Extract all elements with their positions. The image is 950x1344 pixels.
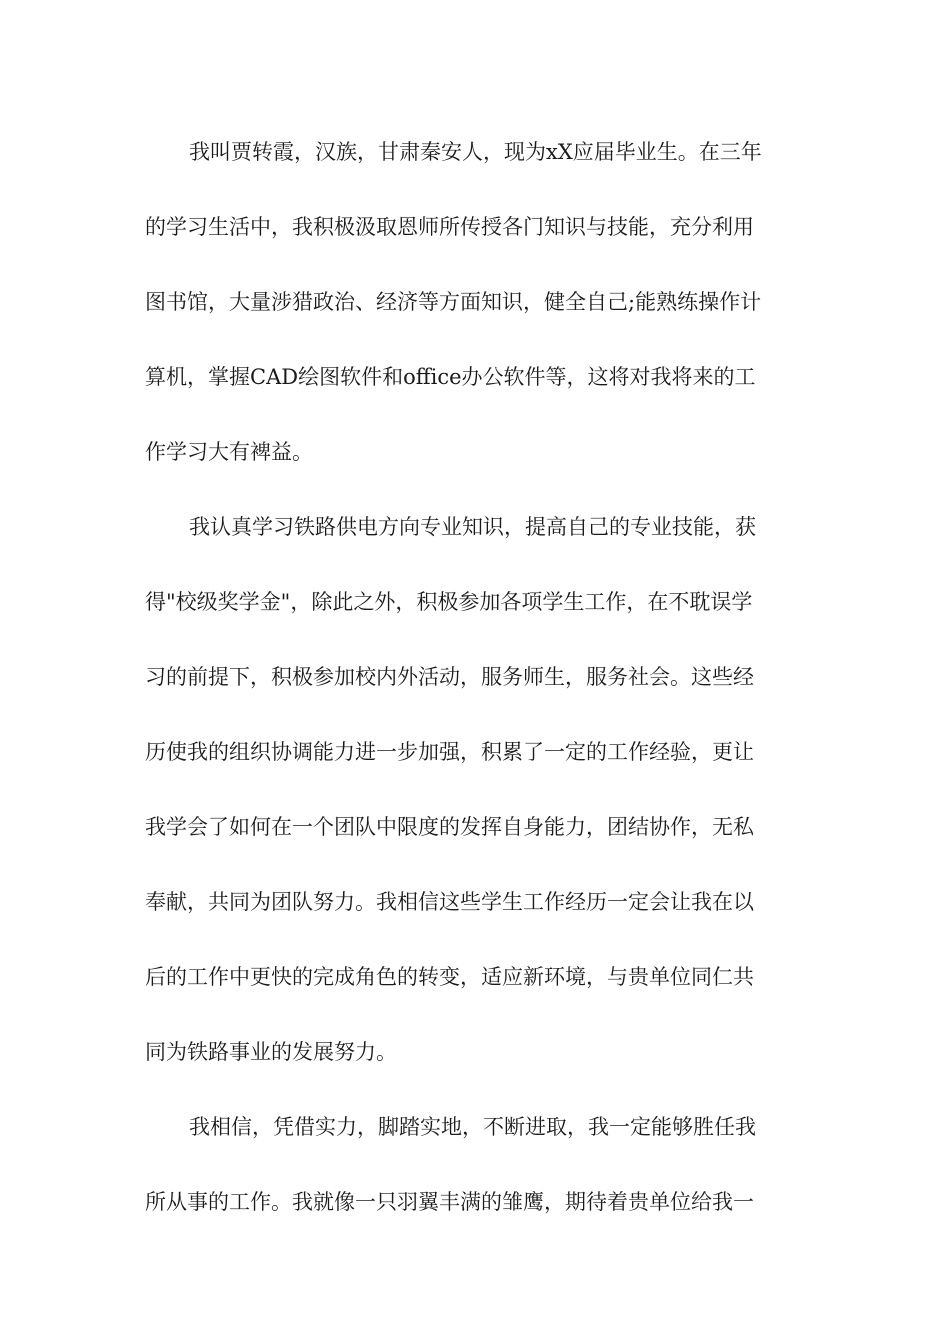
text-line: 习的前提下，积极参加校内外活动，服务师生，服务社会。这些经 — [145, 665, 754, 689]
text-line: 我叫贾转霞，汉族，甘肃秦安人，现为xX应届毕业生。在三年 — [189, 140, 762, 164]
text-line: 我学会了如何在一个团队中限度的发挥自身能力，团结协作，无私 — [145, 815, 754, 839]
text-line: 的学习生活中，我积极汲取恩师所传授各门知识与技能，充分利用 — [145, 215, 754, 239]
text-line: 作学习大有裨益。 — [145, 440, 313, 464]
text-line: 得"校级奖学金"，除此之外，积极参加各项学生工作，在不耽误学 — [145, 590, 753, 614]
text-line: 所从事的工作。我就像一只羽翼丰满的雏鹰，期待着贵单位给我一 — [145, 1190, 754, 1214]
document-body — [145, 131, 810, 1256]
paragraph-1 — [145, 131, 810, 506]
text-line: 奉献，共同为团队努力。我相信这些学生工作经历一定会让我在以 — [145, 890, 754, 914]
text-line: 图书馆，大量涉猎政治、经济等方面知识，健全自己;能熟练操作计 — [145, 290, 762, 314]
text-line: 我相信，凭借实力，脚踏实地，不断进取，我一定能够胜任我 — [189, 1115, 756, 1139]
paragraph-3 — [145, 1106, 810, 1256]
text-line: 同为铁路事业的发展努力。 — [145, 1040, 397, 1064]
text-line: 我认真学习铁路供电方向专业知识，提高自己的专业技能，获 — [189, 515, 756, 539]
text-line: 算机，掌握CAD绘图软件和office办公软件等，这将对我将来的工 — [145, 365, 756, 389]
text-line: 后的工作中更快的完成角色的转变，适应新环境，与贵单位同仁共 — [145, 965, 754, 989]
text-line: 历使我的组织协调能力进一步加强，积累了一定的工作经验，更让 — [145, 740, 754, 764]
paragraph-2 — [145, 506, 810, 1106]
